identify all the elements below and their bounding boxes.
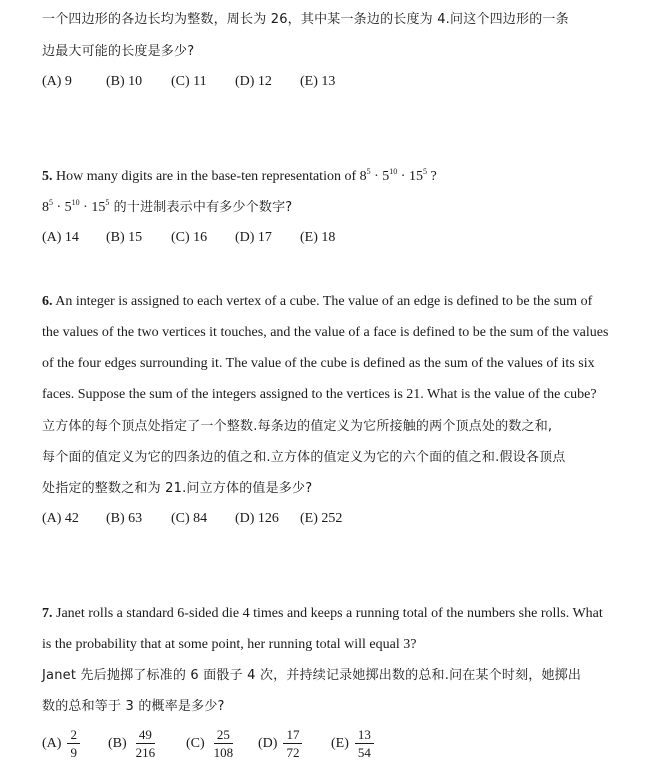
q7-option-b: (B) $\frac{49}{216}$ <box>108 727 158 760</box>
q6-zh-line-2: 每个面的值定义为它的四条边的值之和.立方体的值定义为它的六个面的值之和.假设各顶点 <box>42 450 566 465</box>
q5-option-e: (E) 18 <box>300 230 336 245</box>
q5-option-d: (D) 17 <box>235 230 272 245</box>
q7-en-line-2: is the probability that at some point, her running total will equal 3? <box>42 637 417 652</box>
q7-option-c: (C) $\frac{25}{108}$ <box>186 727 236 760</box>
q5-option-c: (C) 16 <box>171 230 208 245</box>
q5-number: 5. <box>42 169 53 184</box>
q5-zh-text: 的十进制表示中有多少个数字? <box>109 200 293 215</box>
q6-zh-line-1: 立方体的每个顶点处指定了一个整数.每条边的值定义为它所接触的两个顶点处的数之和, <box>42 419 553 434</box>
q5-expression: $8^5 \cdot 5^{10} \cdot 15^5$ <box>359 167 427 184</box>
q7-en-line-1: 7. Janet rolls a standard 6-sided die 4 times and keeps a running total of the numbers she rolls. What <box>42 606 603 621</box>
q5-text: How many digits are in the base-ten representation of <box>52 169 360 184</box>
q5-question-en <box>42 168 437 186</box>
q7-option-a: (A) $\frac{2}{9}$ <box>42 727 80 760</box>
q4-option-a: (A) 9 <box>42 74 72 89</box>
q7-option-e-fraction: $\frac{13}{54}$ <box>355 727 374 760</box>
q5-question-zh <box>42 199 292 217</box>
q4-option-d: (D) 12 <box>235 74 272 89</box>
q6-option-d: (D) 126 <box>235 511 279 526</box>
q7-zh-line-2: 数的总和等于 3 的概率是多少? <box>42 699 225 714</box>
q4-option-b: (B) 10 <box>106 74 143 89</box>
q7-option-a-fraction: $\frac{2}{9}$ <box>67 727 80 760</box>
q6-en-line-4: faces. Suppose the sum of the integers assigned to the vertices is 21. What is the value of the cube? <box>42 387 597 402</box>
q7-option-b-fraction: $\frac{49}{216}$ <box>135 727 156 760</box>
q6-number: 6. <box>42 294 53 309</box>
q7-option-c-fraction: $\frac{25}{108}$ <box>213 727 234 760</box>
q7-number: 7. <box>42 606 53 621</box>
q7-option-e: (E) $\frac{13}{54}$ <box>331 727 374 760</box>
q5-option-b: (B) 15 <box>106 230 143 245</box>
q6-option-e: (E) 252 <box>300 511 343 526</box>
q4-zh-line-2: 边最大可能的长度是多少? <box>42 44 195 59</box>
q6-option-c: (C) 84 <box>171 511 208 526</box>
q7-options <box>42 727 422 767</box>
q7-zh-line-1: Janet 先后抛掷了标准的 6 面骰子 4 次，并持续记录她掷出数的总和.问在某个时刻，她掷出 <box>42 668 582 683</box>
q4-option-c: (C) 11 <box>171 74 207 89</box>
q6-en-line-2: the values of the two vertices it touches, and the value of a face is defined to be the sum of the values <box>42 325 609 340</box>
q5-option-a: (A) 14 <box>42 230 79 245</box>
q7-option-d: (D) $\frac{17}{72}$ <box>258 727 302 760</box>
q4-zh-line-1: 一个四边形的各边长均为整数，周长为 26，其中某一条边的长度为 4.问这个四边形的一条 <box>42 12 569 27</box>
q4-option-e: (E) 13 <box>300 74 336 89</box>
q5-text-end: ? <box>426 169 437 184</box>
q6-option-a: (A) 42 <box>42 511 79 526</box>
q6-zh-line-3: 处指定的整数之和为 21.问立方体的值是多少? <box>42 481 313 496</box>
q6-en-line-3: of the four edges surrounding it. The value of the cube is defined as the sum of the values of its six <box>42 356 595 371</box>
q6-en-line-1: 6. An integer is assigned to each vertex of a cube. The value of an edge is defined to be the sum of <box>42 294 593 309</box>
q5-expression-zh: $8^5 \cdot 5^{10} \cdot 15^5$ <box>42 198 110 215</box>
q6-option-b: (B) 63 <box>106 511 143 526</box>
q7-option-d-fraction: $\frac{17}{72}$ <box>283 727 302 760</box>
